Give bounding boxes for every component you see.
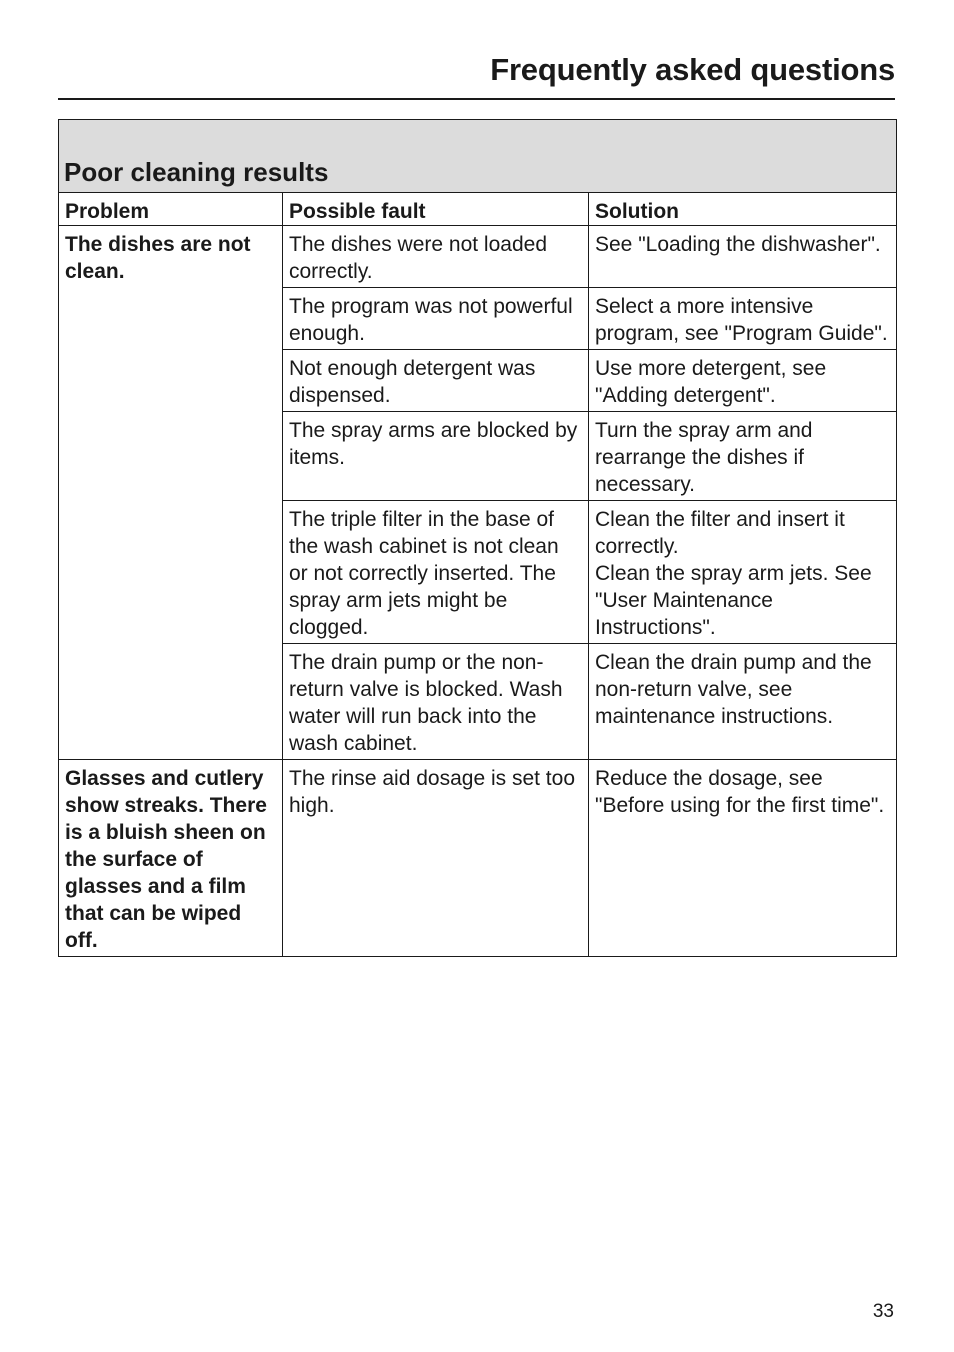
problem-cell: Glasses and cutlery show streaks. There is a bluish sheen on the surface of glasses and a film that can be wiped off.: [59, 760, 283, 957]
fault-cell: The dishes were not loaded correctly.: [283, 226, 589, 288]
faq-table: [58, 119, 897, 957]
page-title: Frequently asked questions: [490, 52, 895, 87]
column-header-problem: Problem: [59, 193, 283, 226]
fault-cell: The triple filter in the base of the wash cabinet is not clean or not correctly inserted. The spray arm jets might be clogged.: [283, 501, 589, 644]
fault-cell: The program was not powerful enough.: [283, 288, 589, 350]
fault-cell: The rinse aid dosage is set too high.: [283, 760, 589, 957]
section-title: Poor cleaning results: [64, 157, 329, 187]
column-header-row: [59, 193, 897, 226]
table-row: [59, 226, 897, 288]
column-header-solution: Solution: [589, 193, 897, 226]
page-number: 33: [872, 1301, 894, 1322]
fault-cell: Not enough detergent was dispensed.: [283, 350, 589, 412]
solution-cell: See "Loading the dishwasher".: [589, 226, 897, 288]
table-row: [59, 760, 897, 957]
solution-cell: Clean the filter and insert it correctly. Clean the spray arm jets. See "User Maintenance Instructions".: [589, 501, 897, 644]
solution-cell: Use more detergent, see "Adding detergent".: [589, 350, 897, 412]
solution-cell: Select a more intensive program, see "Program Guide".: [589, 288, 897, 350]
solution-cell: Reduce the dosage, see "Before using for the first time".: [589, 760, 897, 957]
solution-cell: Turn the spray arm and rearrange the dishes if necessary.: [589, 412, 897, 501]
column-header-possible-fault: Possible fault: [283, 193, 589, 226]
fault-cell: The drain pump or the non-return valve is blocked. Wash water will run back into the wash cabinet.: [283, 644, 589, 760]
section-title-row: [59, 120, 897, 193]
section-title-cell: [59, 120, 897, 193]
solution-cell: Clean the drain pump and the non-return valve, see maintenance instructions.: [589, 644, 897, 760]
page-header: [58, 50, 895, 100]
problem-cell: The dishes are not clean.: [59, 226, 283, 760]
fault-cell: The spray arms are blocked by items.: [283, 412, 589, 501]
